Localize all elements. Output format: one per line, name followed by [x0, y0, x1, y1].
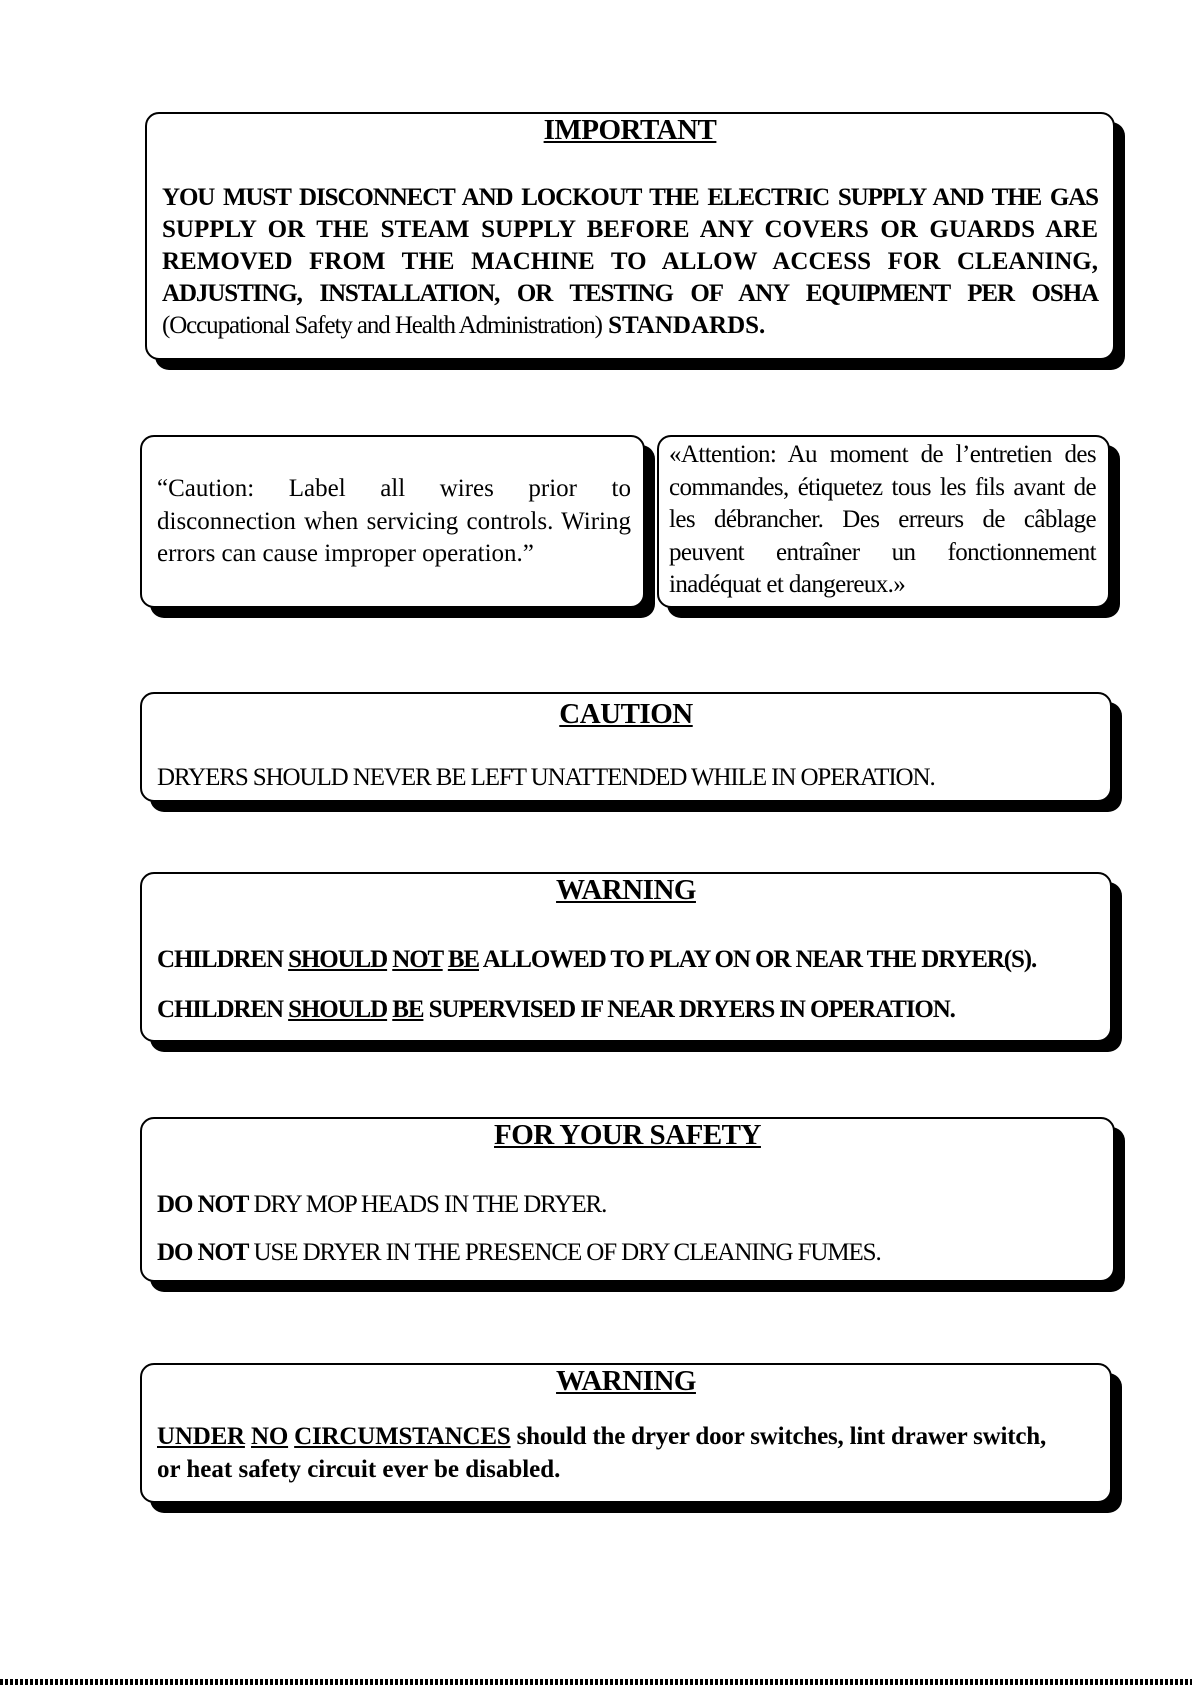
page-bottom-border	[0, 1679, 1192, 1685]
do-not-label: DO NOT	[157, 1191, 249, 1218]
warning-children-title: WARNING	[556, 874, 696, 906]
important-line-2: SUPPLY OR THE STEAM SUPPLY BEFORE ANY COVERS OR GUARDS ARE	[162, 216, 1098, 243]
safety-item-mop-heads	[157, 1191, 1098, 1219]
caution-title: CAUTION	[559, 698, 693, 730]
warning-children-box	[140, 872, 1112, 1042]
important-line-1: YOU MUST DISCONNECT AND LOCKOUT THE ELECTRIC SUPPLY AND THE GAS	[162, 184, 1098, 211]
important-line-4: ADJUSTING, INSTALLATION, OR TESTING OF ANY EQUIPMENT PER OSHA	[162, 280, 1098, 307]
mop-heads-text: DRY MOP HEADS IN THE DRYER.	[253, 1191, 607, 1218]
important-line-5	[162, 312, 1098, 340]
standards-text: STANDARDS.	[608, 312, 766, 339]
caution-text: DRYERS SHOULD NEVER BE LEFT UNATTENDED WHILE IN OPERATION.	[157, 764, 935, 791]
be-word: BE	[447, 946, 479, 973]
children-not-allowed-line	[157, 946, 1095, 974]
important-line-3: REMOVED FROM THE MACHINE TO ALLOW ACCESS FOR CLEANING,	[162, 248, 1098, 275]
caution-french-box	[657, 435, 1110, 608]
caution-english-text	[157, 473, 631, 571]
caution-french-text	[669, 439, 1096, 602]
caution-english-box	[140, 435, 645, 608]
important-notice-box	[145, 112, 1115, 360]
children-word: CHILDREN	[157, 946, 283, 973]
warning-switches-title: WARNING	[556, 1365, 696, 1397]
no-word: NO	[250, 1423, 289, 1450]
circumstances-word: CIRCUMSTANCES	[294, 1423, 511, 1450]
safety-item-fumes	[157, 1239, 1098, 1267]
fumes-text: USE DRYER IN THE PRESENCE OF DRY CLEANING FUMES.	[253, 1239, 881, 1266]
allowed-text: ALLOWED TO PLAY ON OR NEAR THE DRYER(S).	[482, 946, 1037, 973]
children-word-2: CHILDREN	[157, 996, 283, 1023]
warning-switches-box	[140, 1363, 1112, 1503]
under-word: UNDER	[157, 1423, 245, 1450]
should-word-2: SHOULD	[288, 996, 388, 1023]
switches-line-2: or heat safety circuit ever be disabled.	[157, 1456, 561, 1483]
important-title: IMPORTANT	[543, 114, 717, 146]
switches-text: should the dryer door switches, lint drawer switch,	[516, 1423, 1047, 1450]
switches-line-1	[157, 1423, 1095, 1451]
should-word: SHOULD	[288, 946, 388, 973]
safety-box	[140, 1117, 1115, 1282]
caution-box	[140, 692, 1112, 802]
osha-full-name: (Occupational Safety and Health Administration)	[162, 312, 602, 339]
do-not-label-2: DO NOT	[157, 1239, 249, 1266]
children-supervised-line	[157, 996, 1095, 1024]
be-word-2: BE	[392, 996, 424, 1023]
caution-english-content: “Caution: Label all wires prior to disconnection when servicing controls. Wiring errors can cause improper operation.”	[157, 475, 631, 567]
caution-french-content: «Attention: Au moment de l’entretien des commandes, étiquetez tous les fils avant de les débrancher. Des erreurs de câblage peuvent entraîner un fonctionnement inadéquat et dangereux.»	[669, 441, 1096, 598]
supervised-text: SUPERVISED IF NEAR DRYERS IN OPERATION.	[428, 996, 955, 1023]
not-word: NOT	[392, 946, 443, 973]
safety-title: FOR YOUR SAFETY	[494, 1119, 761, 1151]
